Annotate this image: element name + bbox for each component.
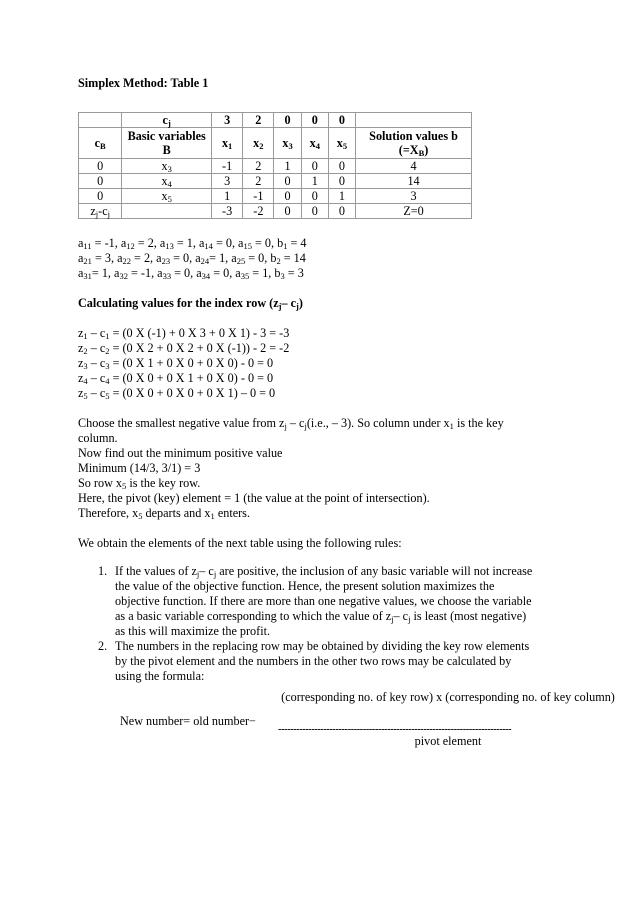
page-title: Simplex Method: Table 1	[78, 76, 209, 90]
table-cell-empty	[356, 113, 472, 128]
rule-line: If the values of $z_j-$ $c_j$ are positive, the inclusion of any basic variable will not increase	[115, 564, 533, 579]
table-cell-zj-cj: $z_j-c_j$	[79, 204, 122, 219]
table-header-cb: $c_B$	[79, 128, 122, 159]
explain-line: Now find out the minimum positive value	[78, 446, 283, 460]
table-header-x2: $x_2$	[243, 128, 274, 159]
list-number: 1.	[98, 564, 108, 578]
table-cell-var: $x_5$	[122, 189, 212, 204]
rule-line: by the pivot element and the numbers in the other two rows may be calculated by	[115, 654, 512, 668]
coefficient-line: $a_{21} = 3$, $a_{22} = 2$, $a_{23} = 0$, $a_{24}= 1$, $a_{25} = 0$, $b_2 = 14$	[78, 251, 306, 266]
table-cell: 0	[301, 113, 328, 128]
table-cell: 2	[243, 159, 274, 174]
table-cell: Z=0	[356, 204, 472, 219]
table-cell: 1	[274, 159, 301, 174]
table-cell: 0	[274, 189, 301, 204]
table-cell: 1	[212, 189, 243, 204]
document-page	[78, 76, 615, 752]
table-header-row	[79, 128, 472, 159]
coefficient-line: $a_{31}= 1$, $a_{32} = -1$, $a_{33} = 0$, $a_{34} = 0$, $a_{35} = 1$, $b_3 = 3$	[78, 266, 304, 281]
index-line: $z_3 - c_3 = (0$ X 1 + 0 X 0 + 0 X 0) - 0 = 0	[78, 356, 274, 371]
table-cell: 0	[328, 159, 355, 174]
index-line: $z_1 - c_1 = (0$ X (-1) + 0 X 3 + 0 X 1) - 3 = -3	[78, 326, 290, 341]
table-cell: -2	[243, 204, 274, 219]
table-cell: 0	[301, 189, 328, 204]
explain-line: So row $x_5$ is the key row.	[78, 476, 201, 491]
rule-line: the value of the objective function. Hence, the present solution maximizes the	[115, 579, 495, 593]
explain-line: Minimum (14/3, 3/1) = 3	[78, 461, 201, 475]
table-cell: 0	[274, 174, 301, 189]
table-cell: 0	[301, 204, 328, 219]
table-cell: 1	[328, 189, 355, 204]
formula-fraction-line: -----------------------------------------------------------------------------	[278, 724, 512, 735]
table-row	[79, 174, 472, 189]
index-line: $z_2 - c_2 = (0$ X 2 + 0 X 2 + 0 X (-1)) - 2 = -2	[78, 341, 290, 356]
table-cell: 0	[328, 174, 355, 189]
rule-line: objective function. If there are more than one negative values, we choose the variable	[115, 594, 532, 608]
rules-list	[78, 564, 558, 684]
coefficient-line: $a_{11} = -1$, $a_{12} = 2$, $a_{13} = 1$, $a_{14} = 0$, $a_{15} = 0$, $b_1 = 4$	[78, 236, 307, 251]
table-row-cj	[79, 113, 472, 128]
formula-lhs: New number= old number−	[120, 714, 256, 728]
table-cell: 0	[328, 204, 355, 219]
formula-numerator: (corresponding no. of key row) x (corresponding no. of key column)	[281, 690, 615, 704]
table-cell-var: $x_3$	[122, 159, 212, 174]
index-line: $z_5 - c_5 = (0$ X 0 + 0 X 0 + 0 X 1) – 0 = 0	[78, 386, 276, 401]
table-cell: 1	[301, 174, 328, 189]
table-cell: 0	[301, 159, 328, 174]
rules-intro: We obtain the elements of the next table using the following rules:	[78, 536, 402, 550]
explain-line: Choose the smallest negative value from $z_j - c_j(i.e$., – 3). So column under $x_1$ is the key	[78, 416, 504, 431]
simplex-table-1	[78, 112, 472, 219]
coefficient-list	[78, 236, 558, 281]
table-cell-empty	[122, 204, 212, 219]
explain-line: Therefore, $x_5$ departs and $x_1$ enters.	[78, 506, 250, 521]
explanation-paragraph	[78, 416, 558, 521]
table-header-x3: $x_3$	[274, 128, 301, 159]
table-cell: -3	[212, 204, 243, 219]
list-item	[78, 639, 558, 684]
table-cell: 14	[356, 174, 472, 189]
new-number-formula	[78, 690, 615, 752]
table-header-x5: $x_5$	[328, 128, 355, 159]
table-cell: 0	[328, 113, 355, 128]
table-cell: 0	[274, 113, 301, 128]
table-cell: 0	[79, 174, 122, 189]
table-cell: 3	[356, 189, 472, 204]
explain-line: column.	[78, 431, 118, 445]
rule-line: as this will maximize the profit.	[115, 624, 271, 638]
table-row	[79, 189, 472, 204]
table-cell-empty	[79, 113, 122, 128]
table-cell: 3	[212, 113, 243, 128]
table-cell: 3	[212, 174, 243, 189]
table-cell: -1	[243, 189, 274, 204]
list-item	[78, 564, 558, 639]
table-cell: 0	[274, 204, 301, 219]
index-line: $z_4 - c_4 = (0$ X 0 + 0 X 1 + 0 X 0) - 0 = 0	[78, 371, 274, 386]
rule-line: as a basic variable corresponding to which the value of $z_j-$ $c_j$ is least (most negative)	[115, 609, 527, 624]
formula-denominator: pivot element	[414, 734, 482, 748]
index-row-heading: Calculating values for the index row ($z_j-$ $c_j$)	[78, 296, 303, 311]
rule-line: using the formula:	[115, 669, 205, 683]
table-row	[79, 159, 472, 174]
table-header-x1: $x_1$	[212, 128, 243, 159]
rule-line: The numbers in the replacing row may be obtained by dividing the key row elements	[115, 639, 530, 653]
index-row-calculations	[78, 326, 558, 401]
table-row-index	[79, 204, 472, 219]
table-cell: 0	[79, 189, 122, 204]
table-cell: 4	[356, 159, 472, 174]
list-number: 2.	[98, 639, 108, 653]
table-header-x4: $x_4$	[301, 128, 328, 159]
table-cell: 2	[243, 113, 274, 128]
table-cell: -1	[212, 159, 243, 174]
table-cell: 0	[79, 159, 122, 174]
table-cell-cj-label: $c_j$	[122, 113, 212, 128]
explain-line: Here, the pivot (key) element = 1 (the value at the point of intersection).	[78, 491, 430, 505]
table-header-solution-values: Solution values b $(=X_B)$	[356, 128, 472, 159]
table-header-basic-variables: Basic variables B	[122, 128, 212, 159]
table-cell: 2	[243, 174, 274, 189]
table-cell-var: $x_4$	[122, 174, 212, 189]
